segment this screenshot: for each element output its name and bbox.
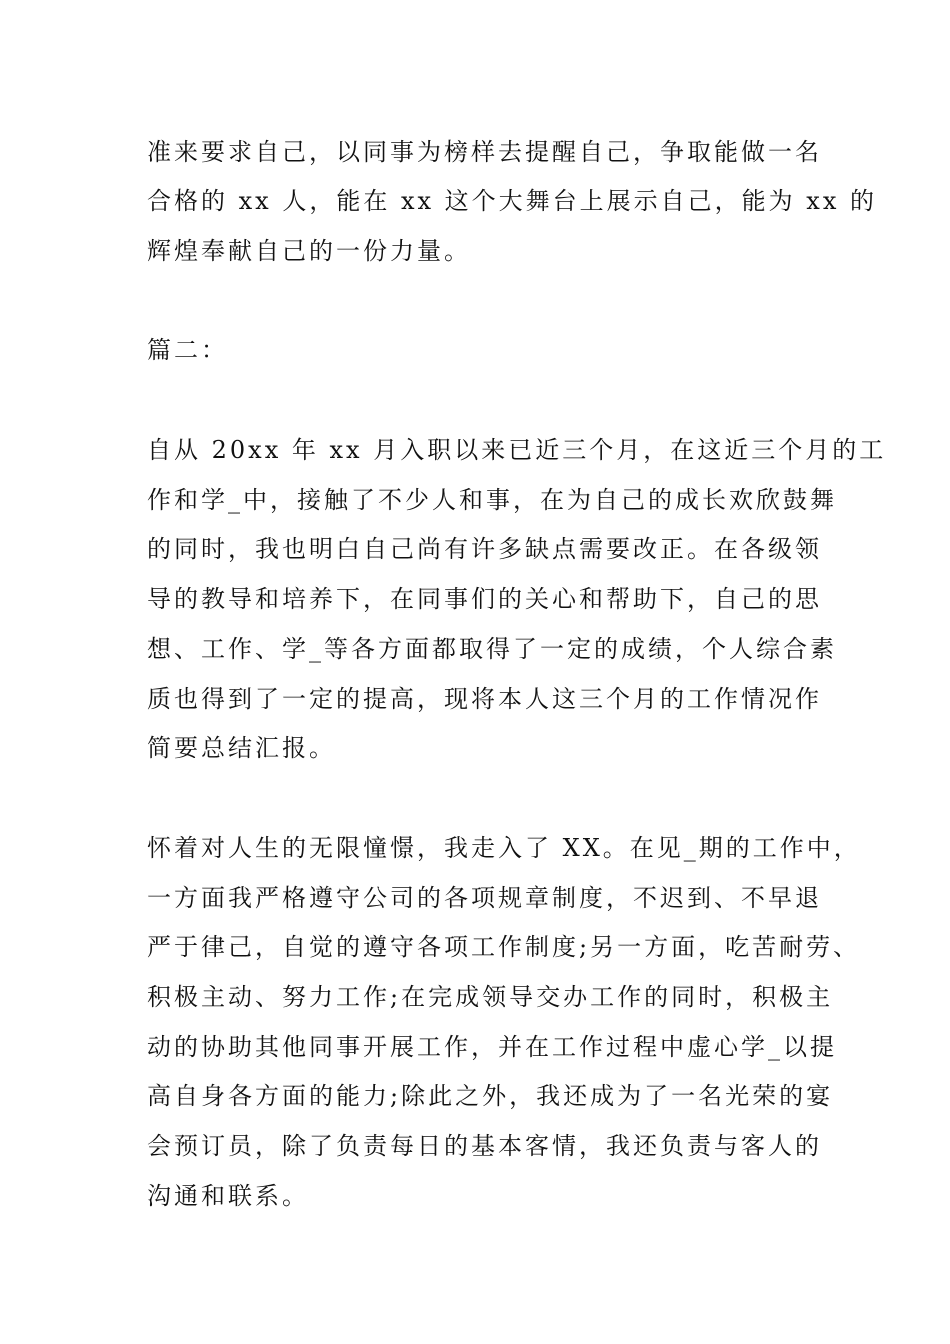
text-line: 一方面我严格遵守公司的各项规章制度，不迟到、不早退	[147, 884, 822, 912]
text-line: 的同时，我也明白自己尚有许多缺点需要改正。在各级领	[147, 535, 822, 563]
text-line: 想、工作、学_等各方面都取得了一定的成绩，个人综合素	[147, 635, 837, 663]
text-line: 导的教导和培养下，在同事们的关心和帮助下，自己的思	[147, 585, 822, 613]
text-line: 严于律己，自觉的遵守各项工作制度;另一方面，吃苦耐劳、	[147, 933, 861, 961]
text-line: 质也得到了一定的提高，现将本人这三个月的工作情况作	[147, 685, 822, 713]
text-line: 高自身各方面的能力;除此之外，我还成为了一名光荣的宴	[147, 1082, 834, 1110]
text-line: 沟通和联系。	[147, 1182, 309, 1210]
text-line: 辉煌奉献自己的一份力量。	[147, 237, 471, 265]
text-line: 合格的 xx 人，能在 xx 这个大舞台上展示自己，能为 xx 的	[147, 187, 877, 215]
section-heading: 篇二：	[147, 336, 228, 364]
text-line: 自从 20xx 年 xx 月入职以来已近三个月，在这近三个月的工	[147, 436, 887, 464]
text-line: 简要总结汇报。	[147, 734, 336, 762]
text-line: 准来要求自己，以同事为榜样去提醒自己，争取能做一名	[147, 138, 822, 166]
text-line: 积极主动、努力工作;在完成领导交办工作的同时，积极主	[147, 983, 834, 1011]
text-line: 会预订员，除了负责每日的基本客情，我还负责与客人的	[147, 1132, 822, 1160]
text-line: 怀着对人生的无限憧憬，我走入了 XX。在见_期的工作中，	[147, 834, 861, 862]
text-line: 动的协助其他同事开展工作，并在工作过程中虚心学_以提	[147, 1033, 837, 1061]
text-line: 作和学_中，接触了不少人和事，在为自己的成长欢欣鼓舞	[147, 486, 837, 514]
